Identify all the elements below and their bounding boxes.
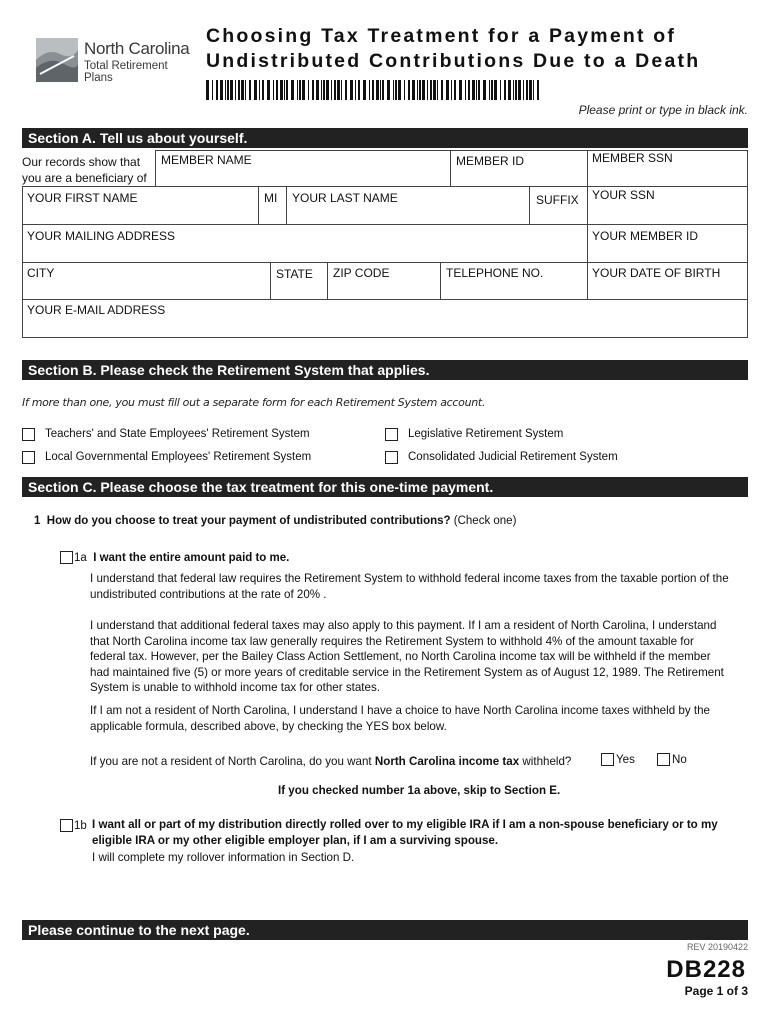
member-id-field[interactable]: MEMBER ID bbox=[456, 154, 525, 168]
zip-field[interactable]: ZIP CODE bbox=[333, 266, 390, 280]
skip-note: If you checked number 1a above, skip to Section E. bbox=[278, 784, 561, 797]
logo-line1: North Carolina bbox=[84, 39, 190, 58]
legislative-label: Legislative Retirement System bbox=[408, 428, 564, 440]
local-gov-checkbox[interactable] bbox=[22, 451, 35, 464]
suffix-field[interactable]: SUFFIX bbox=[536, 193, 579, 207]
member-name-field[interactable]: MEMBER NAME bbox=[161, 153, 252, 167]
option-1a-label: I want the entire amount paid to me. bbox=[93, 552, 290, 564]
teachers-state-checkbox[interactable] bbox=[22, 428, 35, 441]
nc-tax-no-checkbox[interactable] bbox=[657, 753, 670, 766]
q1-instruction: (Check one) bbox=[450, 515, 517, 527]
no-label: No bbox=[672, 753, 687, 766]
dob-field[interactable]: YOUR DATE OF BIRTH bbox=[592, 266, 721, 280]
legislative-checkbox[interactable] bbox=[385, 428, 398, 441]
option-1b-note: I will complete my rollover information in Section D. bbox=[92, 851, 355, 864]
judicial-checkbox[interactable] bbox=[385, 451, 398, 464]
city-field[interactable]: CITY bbox=[27, 266, 55, 280]
nonresident-question-post: withheld? bbox=[519, 755, 572, 768]
continue-banner: Please continue to the next page. bbox=[22, 920, 748, 940]
paragraph-federal: I understand that federal law requires the Retirement System to withhold federal income taxes from the taxable portion of the undistributed contributions at the rate of 20% . bbox=[90, 572, 729, 601]
mi-field[interactable]: MI bbox=[264, 191, 278, 205]
page-number: Page 1 of 3 bbox=[684, 984, 748, 998]
email-field[interactable]: YOUR E-MAIL ADDRESS bbox=[27, 303, 166, 317]
local-gov-label: Local Governmental Employees' Retirement System bbox=[45, 451, 312, 463]
teachers-state-label: Teachers' and State Employees' Retirement System bbox=[45, 428, 310, 440]
nonresident-question bbox=[90, 755, 571, 768]
section-a-heading: Section A. Tell us about yourself. bbox=[22, 128, 748, 148]
section-c-heading: Section C. Please choose the tax treatment for this one-time payment. bbox=[22, 477, 748, 497]
title-line1: Choosing Tax Treatment for a Payment of bbox=[206, 25, 677, 47]
question-1 bbox=[34, 515, 516, 527]
option-1b-tag: 1b bbox=[74, 820, 87, 832]
ink-note: Please print or type in black ink. bbox=[578, 103, 748, 117]
section-b-note: If more than one, you must fill out a separate form for each Retirement System account. bbox=[22, 396, 486, 409]
q1-question: How do you choose to treat your payment of undistributed contributions? bbox=[46, 515, 451, 527]
option-1a-checkbox[interactable] bbox=[60, 551, 73, 564]
q1-number: 1 bbox=[34, 515, 41, 527]
judicial-label: Consolidated Judicial Retirement System bbox=[408, 451, 618, 463]
option-1a-tag: 1a bbox=[74, 552, 87, 564]
last-name-field[interactable]: YOUR LAST NAME bbox=[292, 191, 398, 205]
first-name-field[interactable]: YOUR FIRST NAME bbox=[27, 191, 138, 205]
form-number: DB228 bbox=[666, 956, 746, 983]
records-note: Our records show that you are a beneficiary of bbox=[22, 155, 147, 185]
your-member-id-field[interactable]: YOUR MEMBER ID bbox=[592, 229, 699, 243]
member-ssn-field[interactable]: MEMBER SSN bbox=[592, 151, 673, 165]
nc-tax-yes-checkbox[interactable] bbox=[601, 753, 614, 766]
option-1a bbox=[74, 552, 289, 564]
title-line2: Undistributed Contributions Due to a Death bbox=[206, 50, 701, 72]
revision: REV 20190422 bbox=[686, 942, 748, 952]
mailing-address-field[interactable]: YOUR MAILING ADDRESS bbox=[27, 229, 176, 243]
nonresident-question-bold: North Carolina income tax bbox=[374, 755, 520, 768]
state-field[interactable]: STATE bbox=[276, 267, 313, 281]
option-1b-checkbox[interactable] bbox=[60, 819, 73, 832]
your-ssn-field[interactable]: YOUR SSN bbox=[592, 188, 655, 202]
logo-line2: Total Retirement Plans bbox=[84, 60, 168, 84]
nonresident-question-pre: If you are not a resident of North Carolina, do you want bbox=[90, 755, 375, 768]
option-1b-label: I want all or part of my distribution directly rolled over to my eligible IRA if I am a non-spouse beneficiary or to my eligible IRA or my other eligible employer plan, if I am a surviving spouse. bbox=[92, 818, 718, 847]
paragraph-nonresident: If I am not a resident of North Carolina, I understand I have a choice to have North Carolina income taxes withheld by the applicable formula, described above, by checking the YES box below. bbox=[90, 704, 710, 733]
yes-label: Yes bbox=[616, 753, 635, 766]
paragraph-nc-tax: I understand that additional federal taxes may also apply to this payment. If I am a resident of North Carolina, I understand that North Carolina income tax law generally requires the Retirement System to withhold 4% of the amount taxable for federal tax. However, per the Bailey Class Action Settlement, no North Carolina income tax will be withheld if the member had maintained five (5) or more years of creditable service in the Retirement System as of August 12, 1989. The Retirement System is unable to withhold income tax for other states. bbox=[90, 619, 724, 694]
telephone-field[interactable]: TELEPHONE NO. bbox=[446, 266, 544, 280]
section-b-heading: Section B. Please check the Retirement System that applies. bbox=[22, 360, 748, 380]
